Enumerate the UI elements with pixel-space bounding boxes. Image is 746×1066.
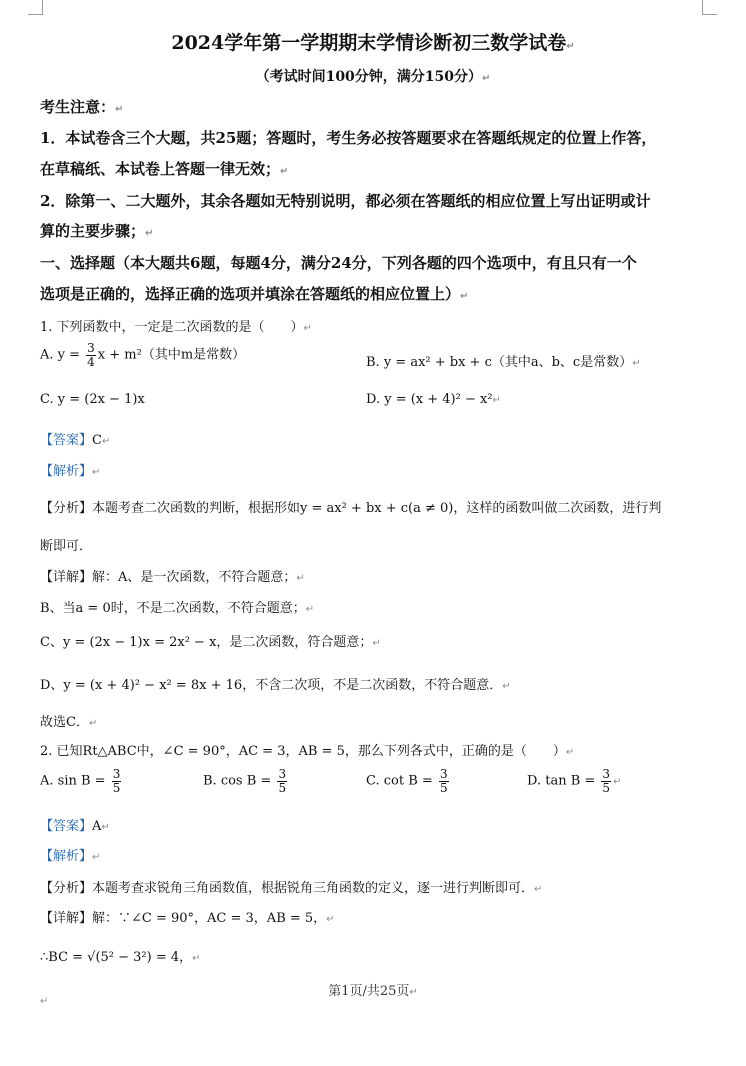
q1-detail-c: C、y = (2x − 1)x = 2x² − x，是二次函数，符合题意；↵ — [40, 635, 381, 650]
q2-answer: 【答案】A↵ — [40, 819, 110, 834]
q1-detail-d: D、y = (x + 4)² − x² = 8x + 16，不含二次项，不是二次函数，不符合题意．↵ — [40, 678, 511, 693]
q2-option-c: C. cot B = $\frac{3}{5}$ — [366, 767, 448, 795]
notice-heading: 考生注意：↵ — [40, 98, 124, 116]
q2-option-b: B. cos B = $\frac{3}{5}$ — [203, 767, 287, 795]
q2-option-c-fraction: $\frac{3}{5}$ — [439, 767, 448, 795]
notice-item1-line1: 1．本试卷含三个大题，共25题；答题时，考生务必按答题要求在答题纸规定的位置上作答， — [40, 129, 657, 147]
end-paragraph-mark: ↵ — [40, 996, 49, 1007]
q1-fenxi-line1: 【分析】本题考查二次函数的判断，根据形如y = ax² + bx + c(a ≠ 0)，这样的函数叫做二次函数，进行判 — [40, 501, 662, 516]
crop-mark-top-left — [28, 0, 43, 15]
q1-option-a-fraction: $\frac{3}{4}$ — [87, 341, 95, 369]
q1-option-a: A. y = $\frac{3}{4}$ x + m²（其中m是常数） — [40, 341, 246, 369]
q1-fenxi-line2: 断即可． — [40, 539, 93, 554]
q2-fenxi: 【分析】本题考查求锐角三角函数值，根据锐角三角函数的定义，逐一进行判断即可．↵ — [40, 881, 543, 896]
q2-detail-1: 【详解】解：∵∠C = 90°，AC = 3，AB = 5，↵ — [40, 911, 335, 926]
q2-stem: 2. 已知Rt△ABC中，∠C = 90°，AC = 3，AB = 5，那么下列各式中，正确的是（ ）↵ — [40, 744, 575, 759]
notice-item1-line2: 在草稿纸、本试卷上答题一律无效；↵ — [40, 160, 289, 178]
q2-option-a: A. sin B = $\frac{3}{5}$ — [40, 767, 121, 795]
q1-stem: 1. 下列函数中，一定是二次函数的是（ ）↵ — [40, 320, 312, 335]
q1-answer: 【答案】C↵ — [40, 433, 111, 448]
notice-item2-line1: 2．除第一、二大题外，其余各题如无特别说明，都必须在答题纸的相应位置上写出证明或计 — [40, 192, 651, 210]
q1-option-c: C. y = (2x − 1)x — [40, 392, 145, 407]
q2-option-d: D. tan B = $\frac{3}{5}$ ↵ — [527, 767, 622, 795]
q2-analysis-label: 【解析】↵ — [40, 849, 101, 864]
q1-detail-b: B、当a = 0时，不是二次函数，不符合题意；↵ — [40, 601, 315, 616]
q2-option-d-fraction: $\frac{3}{5}$ — [602, 767, 611, 795]
q2-option-a-fraction: $\frac{3}{5}$ — [112, 767, 121, 795]
q1-analysis-label: 【解析】↵ — [40, 464, 101, 479]
notice-item2-line2: 算的主要步骤；↵ — [40, 222, 154, 240]
section1-heading-line1: 一、选择题（本大题共6题，每题4分，满分24分，下列各题的四个选项中，有且只有一个 — [40, 254, 637, 272]
q1-conclusion: 故选C．↵ — [40, 715, 98, 730]
page-footer: 第1页/共25页↵ — [328, 984, 418, 999]
q1-option-d: D. y = (x + 4)² − x²↵ — [366, 392, 501, 407]
exam-title: 2024学年第一学期期末学情诊断初三数学试卷↵ — [171, 32, 575, 54]
exam-subtitle: （考试时间100分钟，满分150分）↵ — [255, 69, 491, 85]
q1-detail-a: 【详解】解：A、是一次函数，不符合题意；↵ — [40, 570, 305, 585]
section1-heading-line2: 选项是正确的，选择正确的选项并填涂在答题纸的相应位置上）↵ — [40, 285, 469, 303]
q2-option-b-fraction: $\frac{3}{5}$ — [278, 767, 287, 795]
q2-detail-2: ∴BC = √(5² − 3²) = 4，↵ — [40, 950, 201, 965]
crop-mark-top-right — [702, 0, 717, 15]
q1-option-b: B. y = ax² + bx + c（其中a、b、c是常数）↵ — [366, 355, 641, 370]
